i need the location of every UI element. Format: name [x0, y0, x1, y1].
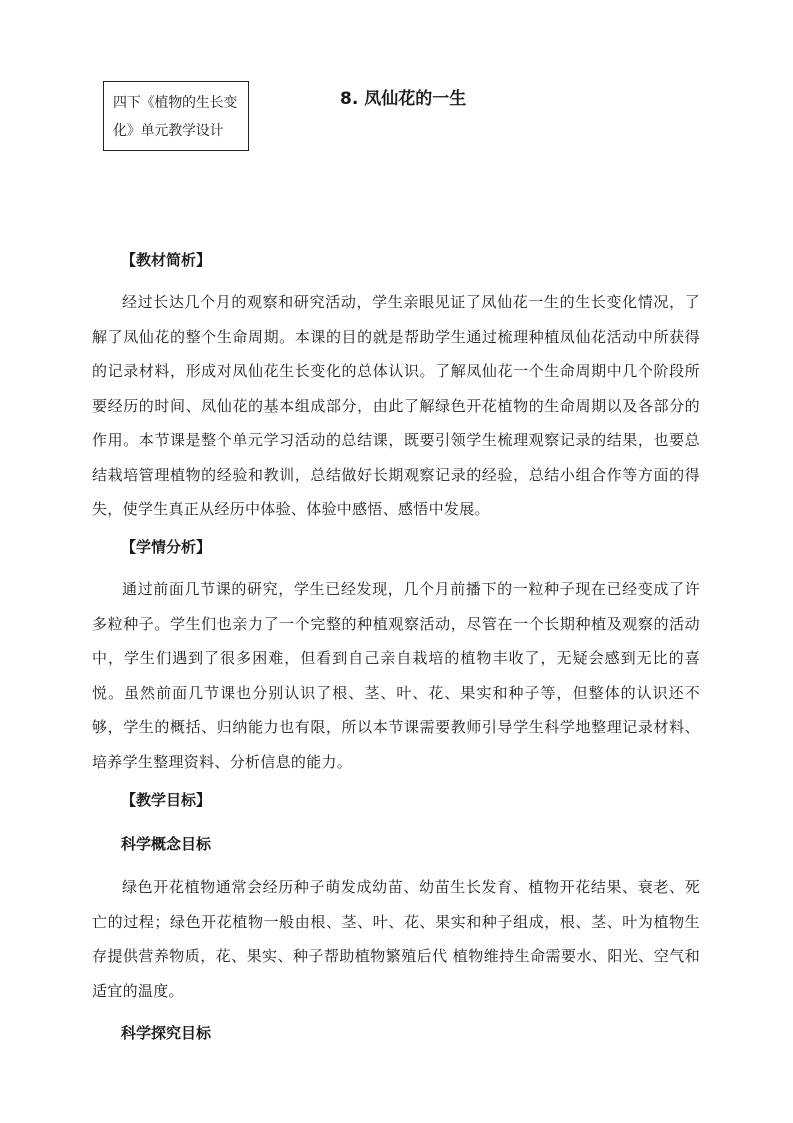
concept-goal-heading: 科学概念目标 [121, 835, 212, 853]
teaching-goals-heading: 【教学目标】 [121, 791, 212, 809]
unit-label-line2: 化》单元教学设计 [113, 123, 224, 139]
unit-label-box [103, 81, 249, 151]
concept-goal-text: 绿色开花植物通常会经历种子萌发成幼苗、幼苗生长发育、植物开花结果、衰老、死亡的过程；绿色开花植物一般由根、茎、叶、花、果实和种子组成，根、茎、叶为植物生存提供营养物质，花、果实、种子帮助植物繁殖后代 植物维持生命需要水、阳光、空气和适宜的温度。 [92, 878, 700, 1000]
student-analysis-text: 通过前面几节课的研究，学生已经发现，几个月前播下的一粒种子现在已经变成了许多粒种子。学生们也亲力了一个完整的种植观察活动，尽管在一个长期种植及观察的活动中，学生们遇到了很多困难，但看到自己亲自栽培的植物丰收了，无疑会感到无比的喜悦。虽然前面几节课也分别认识了根、茎、叶、花、果实和种子等，但整体的认识还不够，学生的概括、归纳能力也有限，所以本节课需要教师引导学生科学地整理记录材料、培养学生整理资料、分析信息的能力。 [92, 580, 700, 771]
inquiry-goal-heading: 科学探究目标 [121, 1024, 212, 1042]
unit-label-line1: 四下《植物的生长变 [113, 95, 238, 111]
material-analysis-text: 经过长达几个月的观察和研究活动，学生亲眼见证了凤仙花一生的生长变化情况，了解了凤仙花的整个生命周期。本课的目的就是帮助学生通过梳理种植凤仙花活动中所获得的记录材料，形成对凤仙花生长变化的总体认识。了解凤仙花一个生命周期中几个阶段所要经历的时间、凤仙花的基本组成部分，由此了解绿色开花植物的生命周期以及各部分的作用。本节课是整个单元学习活动的总结课，既要引领学生梳理观察记录的结果，也要总结栽培管理植物的经验和教训，总结做好长期观察记录的经验，总结小组合作等方面的得失，使学生真正从经历中体验、体验中感悟、感悟中发展。 [92, 293, 700, 518]
lesson-title: 8. 凤仙花的一生 [340, 89, 467, 109]
material-analysis-heading: 【教材简析】 [121, 251, 212, 269]
student-analysis-heading: 【学情分析】 [121, 538, 212, 556]
